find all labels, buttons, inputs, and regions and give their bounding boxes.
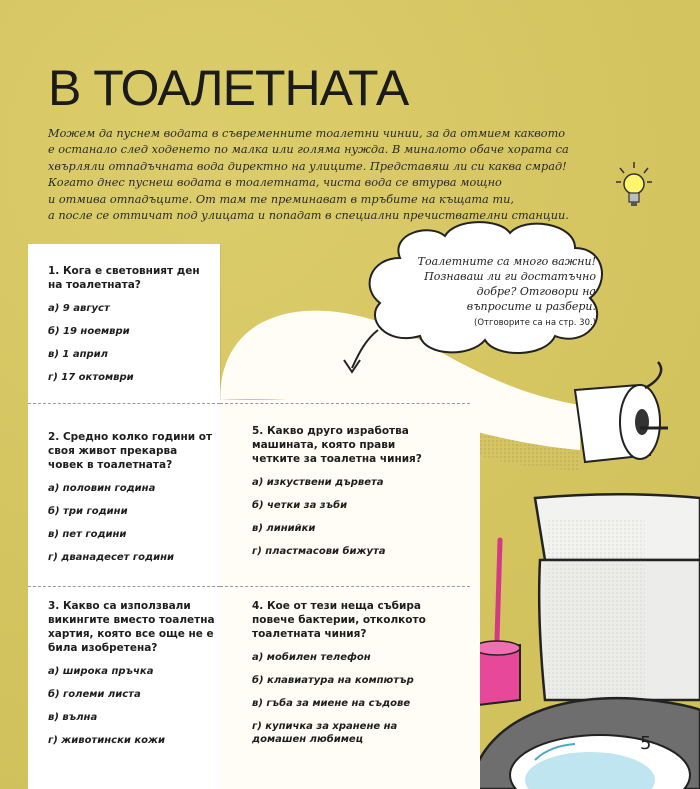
question-text: 4. Кое от тези неща събира повече бактерии, отколкото тоалетната чиния?: [252, 600, 426, 640]
cloud-line: въпросите и разбери.: [466, 300, 596, 313]
question-4: [252, 599, 430, 756]
intro-line: а после се оттичат под улицата и попадат в специални пречиствателни станции.: [48, 209, 569, 223]
question-5: [252, 424, 437, 568]
answer-option: а) мобилен телефон: [252, 652, 371, 663]
page-title: В ТОАЛЕТНАТА: [48, 60, 409, 116]
question-1: [48, 264, 208, 394]
answer-option: г) животински кожи: [48, 735, 165, 746]
answer-option: г) пластмасови бижута: [252, 546, 386, 557]
separator: [28, 586, 220, 587]
answer-option: в) гъба за миене на съдове: [252, 698, 411, 709]
question-text: 1. Кога е световният ден на тоалетната?: [48, 265, 200, 291]
cloud-line: Познаваш ли ги достатъчно: [424, 270, 596, 283]
answers-note: (Отговорите са на стр. 30.): [474, 318, 596, 328]
question-2: [48, 430, 213, 574]
separator: [220, 403, 470, 404]
intro-line: е останало след ходенето по малка или голяма нужда. В миналото обаче хората са: [48, 143, 569, 157]
answer-option: в) пет години: [48, 529, 127, 540]
question-3: [48, 599, 216, 757]
separator: [220, 586, 470, 587]
toilet-brush: [474, 540, 520, 705]
page-number: 5: [640, 733, 652, 754]
intro-line: хвърляли отпадъчната вода директно на улиците. Представяш ли си каква смрад!: [48, 159, 567, 173]
answer-option: б) четки за зъби: [252, 500, 348, 511]
question-text: 3. Какво са използвали викингите вместо тоалетна хартия, която все още не е била изобретена?: [48, 600, 215, 654]
question-text: 5. Какво друго изработва машината, която прави четките за тоалетна чиния?: [252, 425, 422, 465]
intro-line: Когато днес пуснеш водата в тоалетната, чиста вода се втурва мощно: [48, 176, 502, 190]
paper-roll: [575, 362, 668, 462]
answer-option: б) три години: [48, 506, 128, 517]
answer-option: б) клавиатура на компютър: [252, 675, 414, 686]
intro-line: Можем да пуснем водата в съвременните тоалетни чинии, за да отмием каквото: [48, 127, 566, 140]
answer-option: г) дванадесет години: [48, 552, 175, 563]
answer-option: а) 9 август: [48, 303, 110, 314]
answer-option: а) широка пръчка: [48, 666, 154, 677]
separator: [28, 403, 220, 404]
intro-line: и отмива отпадъците. От там те преминават в тръбите на къщата ти,: [48, 192, 514, 206]
answer-option: б) големи листа: [48, 689, 141, 700]
cloud-line: Тоалетните са много важни!: [417, 255, 596, 268]
lightbulb-icon: [616, 160, 652, 216]
answer-option: б) 19 ноември: [48, 326, 130, 337]
answer-option: в) линийки: [252, 523, 316, 534]
answer-option: г) купичка за хранене на домашен любимец: [252, 721, 398, 745]
intro-text: [48, 126, 610, 224]
answer-option: а) половин година: [48, 483, 156, 494]
cloud-text: [390, 254, 596, 331]
answer-option: г) 17 октомври: [48, 372, 134, 383]
cloud-line: добре? Отговори на: [476, 285, 596, 298]
answer-option: а) изкуствени дървета: [252, 477, 384, 488]
answer-option: в) вълна: [48, 712, 98, 723]
answer-option: в) 1 април: [48, 349, 108, 360]
question-text: 2. Средно колко години от своя живот прекарва човек в тоалетната?: [48, 431, 213, 471]
